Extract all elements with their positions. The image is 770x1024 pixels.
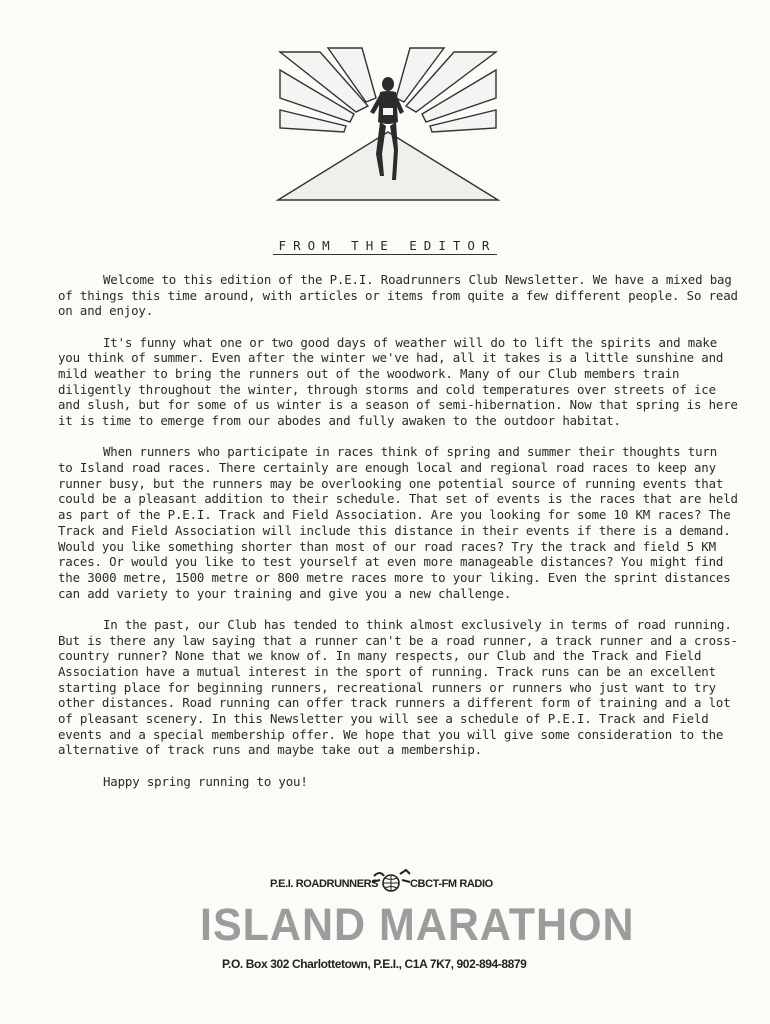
paragraph-weather: It's funny what one or two good days of weather will do to lift the spirits and make you think of summer. Even after the winter we've had, all it takes is a little sunshine and mild weather to bring the runners out of the woodwork. Many of our Club members train diligently throughout the winter, through storms and cold temperatures over streets of ice and slush, but for some of us winter is a season of semi-hibernation. Now that spring is here it is time to emerge from our abodes and fully awaken to the outdoor habitat. — [58, 334, 738, 429]
event-title: ISLAND MARATHON — [200, 900, 635, 951]
editor-letter — [58, 272, 738, 805]
sponsor-cbct-radio: CBCT-FM RADIO — [410, 878, 493, 890]
paragraph-welcome: Welcome to this edition of the P.E.I. Roadrunners Club Newsletter. We have a mixed bag of things this time around, with articles or items from quite a few different people. So read on and enjoy. — [58, 272, 738, 319]
globe-emblem-icon — [370, 866, 412, 896]
sponsor-roadrunners: P.E.I. ROADRUNNERS — [270, 878, 379, 890]
paragraph-club-running: In the past, our Club has tended to think almost exclusively in terms of road running. But is there any law saying that a runner can't be a road runner, a track runner and a cross-country runner? None that we know of. In many respects, our Club and the Track and Field Association have a mutual interest in the sport of running. Track runs can be an excellent starting place for beginning runners, recreational runners or runners who just want to try other distances. Road running can offer track runners a different form of training and a lot of pleasant scenery. In this Newsletter you will see a schedule of P.E.I. Track and Field events and a special membership offer. We hope that you will give some consideration to the alternative of track runs and maybe take out a membership. — [58, 616, 738, 758]
sponsor-line — [262, 866, 522, 898]
paragraph-closing: Happy spring running to you! — [103, 773, 308, 789]
section-heading: FROM THE EDITOR — [0, 238, 770, 253]
paragraph-track-races: When runners who participate in races think of spring and summer their thoughts turn to Island road races. There certainly are enough local and regional road races to keep any runner busy, but the runners may be overlooking one potential source of running events that could be a pleasant addition to their schedule. That set of events is the races that are held as part of the P.E.I. Track and Field Association. Are you looking for some 10 KM races? The Track and Field Association will include this distance in their events if there is a demand. Would you like something shorter than most of our road races? Try the track and field 5 KM races. Or would you like to test yourself at even more manageable distances? You might find the 3000 metre, 1500 metre or 800 metre races more to your liking. Even the sprint distances can add variety to your training and give you a new challenge. — [58, 444, 738, 601]
mailing-address: P.O. Box 302 Charlottetown, P.E.I., C1A 7K7, 902-894-8879 — [222, 957, 527, 971]
runner-sunburst-logo-icon — [276, 46, 500, 202]
